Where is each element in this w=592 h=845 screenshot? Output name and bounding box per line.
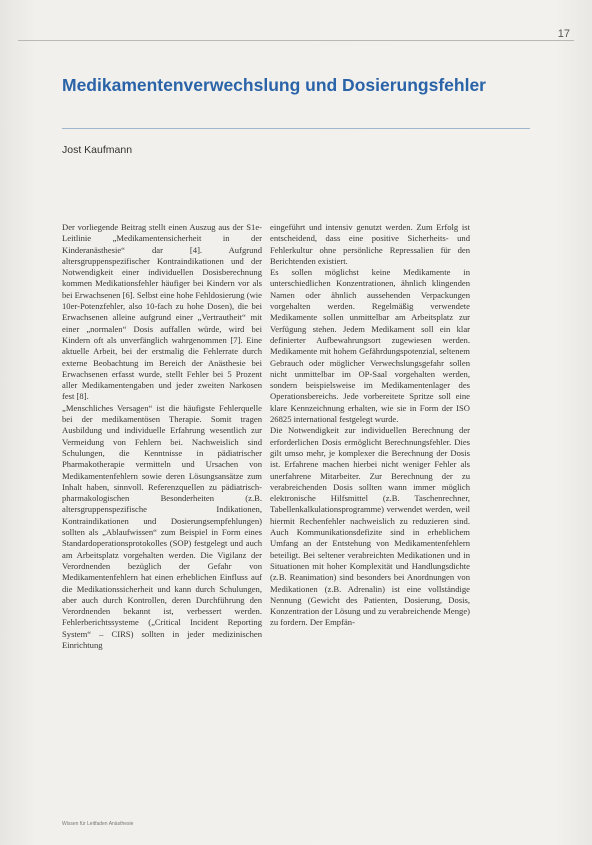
page-footer: Wissen für Leitfaden Anästhesie bbox=[62, 821, 134, 827]
title-divider bbox=[62, 128, 530, 129]
paragraph: Die Notwendigkeit zur individuellen Berechnung der erforderlichen Dosis ermöglicht Berechnungsfehler. Dies gilt umso mehr, je komplexer die Berechnung der Dosis ist. Erfahrene machen hierbei nicht weniger Fehler als unerfahrene Mitarbeiter. Zur Berechnung der zu verabreichenden Dosis sollten wann immer möglich elektronische Hilfsmittel (z.B. Taschenrechner, Tabellenkalkulationsprogramme) verwendet werden, weil hiermit Rechenfehler nachweislich zu reduzieren sind. Auch Kommunikationsdefizite sind in erheblichem Umfang an der Entstehung von Medikamentenfehlern beteiligt. Bei seltener verabreichten Medikationen und in Situationen mit hoher Komplexität und Handlungsdichte (z.B. Reanimation) sind besonders bei Anordnungen von Medikationen (z.B. Adrenalin) ist eine vollständige Nennung (Gewicht des Patienten, Dosierung, Dosis, Konzentration der Lösung und zu verabreichende Menge) zu fordern. Der Empfän- bbox=[270, 425, 470, 628]
header-rule bbox=[18, 40, 574, 41]
paragraph: eingeführt und intensiv genutzt werden. Zum Erfolg ist entscheidend, dass eine positive Sicherheits- und Fehlerkultur ohne persönliche Repressalien für den Berichtenden existiert. bbox=[270, 222, 470, 266]
paragraph: Es sollen möglichst keine Medikamente in unterschiedlichen Konzentrationen, ähnlich klingenden Namen oder ähnlich aussehenden Verpackungen vorgehalten werden. Regelmäßig verwendete Medikamente sollen unmittelbar am Arbeitsplatz zur Verfügung stehen. Jedem Medikament soll ein klar definierter Aufbewahrungsort zugewiesen werden. Medikamente mit hohem Gefährdungspotenzial, seltenem Gebrauch oder möglicher Verwechslungsgefahr sollen nicht unmittelbar im OP-Saal vorgehalten werden, sondern beispielsweise im Medikamentenlager des Operationsbereichs. Jede vorbereitete Spritze soll eine klare Kennzeichnung erhalten, wie sie in Form der ISO 26825 international festgelegt wurde. bbox=[270, 267, 470, 425]
body-column-left bbox=[62, 222, 262, 651]
article-author: Jost Kaufmann bbox=[62, 144, 133, 156]
page-number: 17 bbox=[557, 28, 570, 40]
paragraph: Der vorliegende Beitrag stellt einen Auszug aus der S1e-Leitlinie „Medikamentensicherheit in der Kinderanästhesie“ dar [4]. Aufgrund altersgruppenspezifischer Kontraindikationen und der Notwendigkeit einer individuellen Dosisberechnung kommen Medikationsfehler häufiger bei Kindern vor als bei Erwachsenen [6]. Selbst eine hohe Fehldosierung (wie 10er-Potenzfehler, also 10-fach zu hohe Dosen), die bei Erwachsenen alleine aufgrund einer „Vertrautheit“ mit einer „normalen“ Dosis auffallen würde, wird bei Kindern oft als unverfänglich wahrgenommen [7]. Eine aktuelle Arbeit, bei der erstmalig die Fehlerrate durch externe Beobachtung im Bereich der Anästhesie bei Erwachsenen erfasst wurde, stellt Fehler bei 5 Prozent aller Medikamentengaben und jeder zweiten Narkosen fest [8]. bbox=[62, 222, 262, 402]
paragraph: „Menschliches Versagen“ ist die häufigste Fehlerquelle bei der medikamentösen Therapie. Somit tragen Ausbildung und individuelle Erfahrung wesentlich zur Vermeidung von Fehlern bei. Nachweislich sind Schulungen, die Kenntnisse in pädiatrischer Pharmakotherapie vermitteln und Ursachen von Medikamentenfehlern sowie deren Lösungsansätze zum Inhalt haben, sinnvoll. Referenzquellen zu pädiatrisch-pharmakologischen Besonderheiten (z.B. altersgruppenspezifische Indikationen, Kontraindikationen und Dosierungsempfehlungen) sollten als „Ablaufwissen“ zum Beispiel in Form eines Standardoperationsprotokolles (SOP) festgelegt und auch am Arbeitsplatz vorgehalten werden. Die Vigilanz der Verordnenden bezüglich der Gefahr von Medikamentenfehlern hat einen erheblichen Einfluss auf die Medikationssicherheit und kann durch Schulungen, aber auch durch Kontrollen, deren Durchführung den Verordnenden bekannt ist, verbessert werden. Fehlerberichtssysteme („Critical Incident Reporting System“ – CIRS) sollten in jeder medizinischen Einrichtung bbox=[62, 402, 262, 650]
body-column-right bbox=[270, 222, 470, 629]
article-title: Medikamentenverwechslung und Dosierungsfehler bbox=[62, 75, 486, 95]
